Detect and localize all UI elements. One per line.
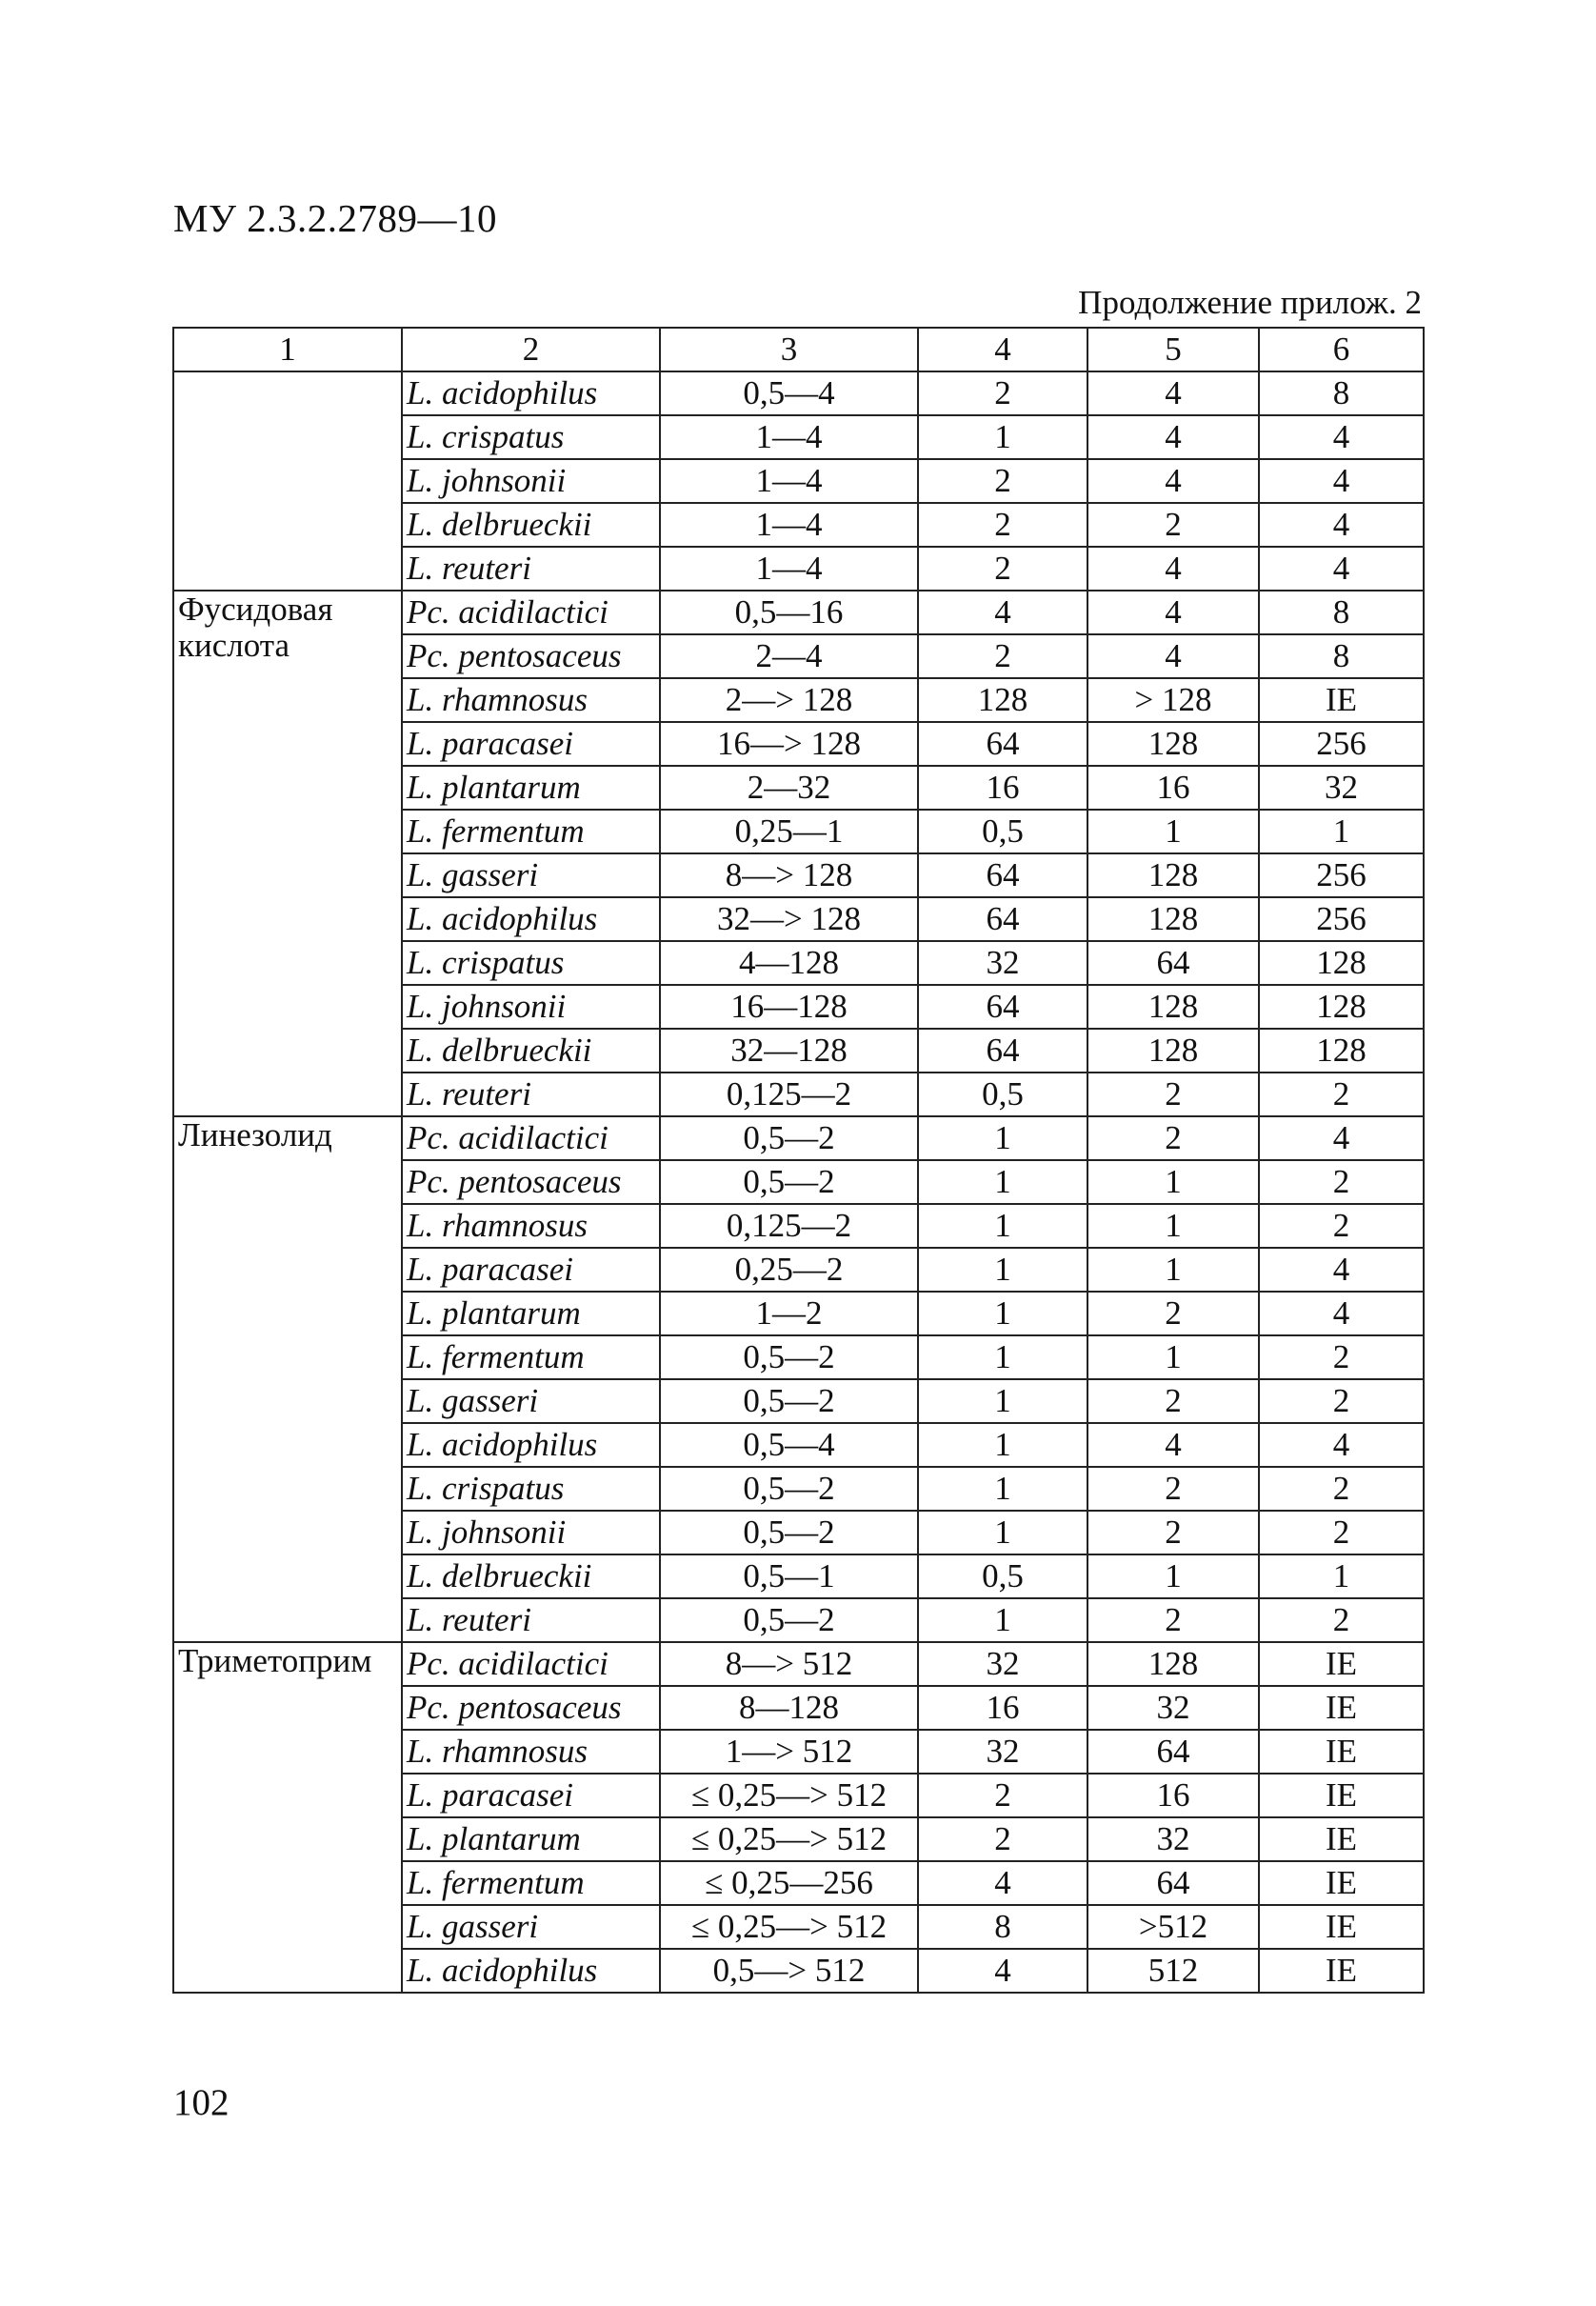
organism-cell: Pc. acidilactici bbox=[402, 1642, 660, 1686]
table-header-row bbox=[173, 328, 1424, 371]
organism-cell: L. reuteri bbox=[402, 1598, 660, 1642]
organism-cell: Pc. pentosaceus bbox=[402, 1686, 660, 1730]
column-header: 1 bbox=[173, 328, 402, 371]
value-cell: 256 bbox=[1259, 722, 1424, 766]
organism-cell: L. crispatus bbox=[402, 941, 660, 985]
organism-cell: L. rhamnosus bbox=[402, 678, 660, 722]
range-cell: 1—> 512 bbox=[660, 1730, 918, 1774]
value-cell: 128 bbox=[1087, 985, 1259, 1029]
value-cell: 1 bbox=[1259, 810, 1424, 853]
value-cell: 4 bbox=[918, 1861, 1087, 1905]
value-cell: 128 bbox=[1259, 1029, 1424, 1073]
antibiotic-table bbox=[172, 327, 1425, 1994]
range-cell: 0,5—2 bbox=[660, 1335, 918, 1379]
organism-cell: L. plantarum bbox=[402, 1817, 660, 1861]
value-cell: 2 bbox=[918, 547, 1087, 591]
organism-cell: L. johnsonii bbox=[402, 985, 660, 1029]
organism-cell: L. delbrueckii bbox=[402, 1554, 660, 1598]
range-cell: 4—128 bbox=[660, 941, 918, 985]
range-cell: 0,5—2 bbox=[660, 1511, 918, 1554]
organism-cell: L. delbrueckii bbox=[402, 503, 660, 547]
range-cell: 0,125—2 bbox=[660, 1073, 918, 1116]
organism-cell: Pc. acidilactici bbox=[402, 591, 660, 634]
range-cell: 8—> 128 bbox=[660, 853, 918, 897]
organism-cell: L. johnsonii bbox=[402, 459, 660, 503]
value-cell: 128 bbox=[918, 678, 1087, 722]
value-cell: 32 bbox=[918, 1730, 1087, 1774]
value-cell: 2 bbox=[918, 1774, 1087, 1817]
value-cell: 0,5 bbox=[918, 810, 1087, 853]
organism-cell: L. gasseri bbox=[402, 853, 660, 897]
organism-cell: L. fermentum bbox=[402, 810, 660, 853]
value-cell: 4 bbox=[1259, 1292, 1424, 1335]
value-cell: 0,5 bbox=[918, 1554, 1087, 1598]
document-id: МУ 2.3.2.2789—10 bbox=[173, 196, 497, 240]
value-cell: 2 bbox=[1259, 1511, 1424, 1554]
organism-cell: L. plantarum bbox=[402, 766, 660, 810]
column-header: 6 bbox=[1259, 328, 1424, 371]
range-cell: ≤ 0,25—256 bbox=[660, 1861, 918, 1905]
range-cell: 32—> 128 bbox=[660, 897, 918, 941]
antibiotic-name bbox=[173, 371, 402, 591]
organism-cell: L. plantarum bbox=[402, 1292, 660, 1335]
value-cell: 2 bbox=[1087, 1467, 1259, 1511]
organism-cell: L. johnsonii bbox=[402, 1511, 660, 1554]
value-cell: 128 bbox=[1259, 941, 1424, 985]
value-cell: 1 bbox=[1087, 1160, 1259, 1204]
value-cell: 2 bbox=[1087, 1073, 1259, 1116]
value-cell: 1 bbox=[1087, 1248, 1259, 1292]
value-cell: 1 bbox=[1087, 1554, 1259, 1598]
value-cell: 1 bbox=[918, 1204, 1087, 1248]
value-cell: 128 bbox=[1087, 722, 1259, 766]
range-cell: 2—32 bbox=[660, 766, 918, 810]
value-cell: IE bbox=[1259, 1949, 1424, 1993]
value-cell: 2 bbox=[918, 634, 1087, 678]
organism-cell: L. acidophilus bbox=[402, 1949, 660, 1993]
page-number: 102 bbox=[173, 2082, 229, 2123]
value-cell: 2 bbox=[1259, 1160, 1424, 1204]
organism-cell: L. paracasei bbox=[402, 722, 660, 766]
value-cell: 2 bbox=[1087, 1511, 1259, 1554]
range-cell: 0,5—16 bbox=[660, 591, 918, 634]
value-cell: 2 bbox=[1087, 503, 1259, 547]
value-cell: 1 bbox=[918, 1160, 1087, 1204]
value-cell: 64 bbox=[918, 985, 1087, 1029]
value-cell: 2 bbox=[1259, 1073, 1424, 1116]
value-cell: 16 bbox=[918, 1686, 1087, 1730]
range-cell: 16—128 bbox=[660, 985, 918, 1029]
table-row bbox=[173, 1642, 1424, 1686]
value-cell: 64 bbox=[918, 897, 1087, 941]
range-cell: 8—128 bbox=[660, 1686, 918, 1730]
organism-cell: L. reuteri bbox=[402, 1073, 660, 1116]
value-cell: 4 bbox=[918, 1949, 1087, 1993]
organism-cell: Pc. pentosaceus bbox=[402, 634, 660, 678]
range-cell: 0,125—2 bbox=[660, 1204, 918, 1248]
value-cell: 1 bbox=[1087, 1204, 1259, 1248]
range-cell: 2—> 128 bbox=[660, 678, 918, 722]
table-row bbox=[173, 371, 1424, 415]
value-cell: 1 bbox=[918, 1116, 1087, 1160]
organism-cell: L. acidophilus bbox=[402, 371, 660, 415]
organism-cell: L. rhamnosus bbox=[402, 1730, 660, 1774]
value-cell: 2 bbox=[1259, 1204, 1424, 1248]
value-cell: 128 bbox=[1087, 1642, 1259, 1686]
organism-cell: L. paracasei bbox=[402, 1774, 660, 1817]
antibiotic-name: Триметоприм bbox=[173, 1642, 402, 1993]
value-cell: 2 bbox=[918, 1817, 1087, 1861]
value-cell: 2 bbox=[1087, 1379, 1259, 1423]
value-cell: 1 bbox=[918, 1248, 1087, 1292]
range-cell: 1—4 bbox=[660, 547, 918, 591]
organism-cell: L. gasseri bbox=[402, 1905, 660, 1949]
value-cell: 4 bbox=[1259, 1116, 1424, 1160]
value-cell: 2 bbox=[1259, 1335, 1424, 1379]
value-cell: 2 bbox=[918, 459, 1087, 503]
value-cell: 1 bbox=[918, 1511, 1087, 1554]
value-cell: 4 bbox=[1259, 547, 1424, 591]
organism-cell: L. acidophilus bbox=[402, 897, 660, 941]
value-cell: 32 bbox=[1087, 1817, 1259, 1861]
value-cell: 512 bbox=[1087, 1949, 1259, 1993]
value-cell: IE bbox=[1259, 1861, 1424, 1905]
value-cell: 4 bbox=[1259, 1248, 1424, 1292]
value-cell: 64 bbox=[918, 853, 1087, 897]
value-cell: 64 bbox=[918, 1029, 1087, 1073]
value-cell: IE bbox=[1259, 1817, 1424, 1861]
value-cell: 1 bbox=[918, 1379, 1087, 1423]
range-cell: 0,5—1 bbox=[660, 1554, 918, 1598]
value-cell: 4 bbox=[1087, 1423, 1259, 1467]
continuation-label: Продолжение прилож. 2 bbox=[1078, 284, 1422, 321]
range-cell: 1—4 bbox=[660, 415, 918, 459]
value-cell: IE bbox=[1259, 678, 1424, 722]
value-cell: 2 bbox=[918, 371, 1087, 415]
organism-cell: L. fermentum bbox=[402, 1861, 660, 1905]
value-cell: 4 bbox=[1259, 503, 1424, 547]
value-cell: 1 bbox=[918, 1598, 1087, 1642]
value-cell: 4 bbox=[1259, 459, 1424, 503]
value-cell: 4 bbox=[1087, 634, 1259, 678]
range-cell: 0,5—2 bbox=[660, 1598, 918, 1642]
value-cell: 2 bbox=[1087, 1116, 1259, 1160]
value-cell: 32 bbox=[1259, 766, 1424, 810]
value-cell: 32 bbox=[918, 1642, 1087, 1686]
range-cell: ≤ 0,25—> 512 bbox=[660, 1905, 918, 1949]
value-cell: 1 bbox=[918, 1335, 1087, 1379]
value-cell: 4 bbox=[918, 591, 1087, 634]
value-cell: 2 bbox=[918, 503, 1087, 547]
organism-cell: L. crispatus bbox=[402, 415, 660, 459]
range-cell: 0,5—2 bbox=[660, 1379, 918, 1423]
value-cell: 4 bbox=[1087, 591, 1259, 634]
table-body bbox=[173, 371, 1424, 1993]
value-cell: 0,5 bbox=[918, 1073, 1087, 1116]
range-cell: 0,5—2 bbox=[660, 1116, 918, 1160]
value-cell: 16 bbox=[1087, 1774, 1259, 1817]
range-cell: 0,5—4 bbox=[660, 371, 918, 415]
value-cell: IE bbox=[1259, 1686, 1424, 1730]
value-cell: 4 bbox=[1259, 415, 1424, 459]
value-cell: 4 bbox=[1259, 1423, 1424, 1467]
value-cell: IE bbox=[1259, 1905, 1424, 1949]
range-cell: 1—2 bbox=[660, 1292, 918, 1335]
value-cell: 32 bbox=[918, 941, 1087, 985]
column-header: 2 bbox=[402, 328, 660, 371]
value-cell: 2 bbox=[1259, 1379, 1424, 1423]
value-cell: IE bbox=[1259, 1774, 1424, 1817]
organism-cell: L. acidophilus bbox=[402, 1423, 660, 1467]
antibiotic-name: Фусидовая кислота bbox=[173, 591, 402, 1116]
value-cell: 128 bbox=[1087, 897, 1259, 941]
value-cell: 4 bbox=[1087, 459, 1259, 503]
value-cell: 64 bbox=[1087, 1730, 1259, 1774]
table-row bbox=[173, 591, 1424, 634]
value-cell: 2 bbox=[1259, 1467, 1424, 1511]
value-cell: 16 bbox=[1087, 766, 1259, 810]
value-cell: 2 bbox=[1087, 1292, 1259, 1335]
range-cell: 1—4 bbox=[660, 459, 918, 503]
range-cell: ≤ 0,25—> 512 bbox=[660, 1774, 918, 1817]
range-cell: 16—> 128 bbox=[660, 722, 918, 766]
organism-cell: L. delbrueckii bbox=[402, 1029, 660, 1073]
value-cell: 1 bbox=[918, 1423, 1087, 1467]
value-cell: 256 bbox=[1259, 853, 1424, 897]
range-cell: 32—128 bbox=[660, 1029, 918, 1073]
value-cell: 64 bbox=[918, 722, 1087, 766]
value-cell: 8 bbox=[1259, 591, 1424, 634]
table-row bbox=[173, 1116, 1424, 1160]
value-cell: IE bbox=[1259, 1642, 1424, 1686]
range-cell: 0,5—2 bbox=[660, 1467, 918, 1511]
range-cell: 0,25—1 bbox=[660, 810, 918, 853]
value-cell: 256 bbox=[1259, 897, 1424, 941]
column-header: 3 bbox=[660, 328, 918, 371]
value-cell: 1 bbox=[1087, 810, 1259, 853]
value-cell: >512 bbox=[1087, 1905, 1259, 1949]
value-cell: IE bbox=[1259, 1730, 1424, 1774]
organism-cell: L. crispatus bbox=[402, 1467, 660, 1511]
organism-cell: L. paracasei bbox=[402, 1248, 660, 1292]
value-cell: 16 bbox=[918, 766, 1087, 810]
value-cell: 4 bbox=[1087, 371, 1259, 415]
column-header: 4 bbox=[918, 328, 1087, 371]
value-cell: 8 bbox=[1259, 634, 1424, 678]
range-cell: ≤ 0,25—> 512 bbox=[660, 1817, 918, 1861]
value-cell: 8 bbox=[1259, 371, 1424, 415]
organism-cell: L. reuteri bbox=[402, 547, 660, 591]
value-cell: 1 bbox=[918, 415, 1087, 459]
range-cell: 2—4 bbox=[660, 634, 918, 678]
antibiotic-name: Линезолид bbox=[173, 1116, 402, 1642]
organism-cell: Pc. acidilactici bbox=[402, 1116, 660, 1160]
value-cell: 128 bbox=[1259, 985, 1424, 1029]
value-cell: 4 bbox=[1087, 547, 1259, 591]
range-cell: 0,25—2 bbox=[660, 1248, 918, 1292]
value-cell: 8 bbox=[918, 1905, 1087, 1949]
value-cell: 1 bbox=[1087, 1335, 1259, 1379]
range-cell: 0,5—> 512 bbox=[660, 1949, 918, 1993]
value-cell: 2 bbox=[1259, 1598, 1424, 1642]
value-cell: 2 bbox=[1087, 1598, 1259, 1642]
value-cell: 1 bbox=[918, 1292, 1087, 1335]
range-cell: 0,5—4 bbox=[660, 1423, 918, 1467]
organism-cell: Pc. pentosaceus bbox=[402, 1160, 660, 1204]
range-cell: 8—> 512 bbox=[660, 1642, 918, 1686]
value-cell: 4 bbox=[1087, 415, 1259, 459]
organism-cell: L. rhamnosus bbox=[402, 1204, 660, 1248]
value-cell: 32 bbox=[1087, 1686, 1259, 1730]
range-cell: 1—4 bbox=[660, 503, 918, 547]
range-cell: 0,5—2 bbox=[660, 1160, 918, 1204]
organism-cell: L. gasseri bbox=[402, 1379, 660, 1423]
value-cell: 1 bbox=[918, 1467, 1087, 1511]
value-cell: 64 bbox=[1087, 1861, 1259, 1905]
value-cell: 64 bbox=[1087, 941, 1259, 985]
organism-cell: L. fermentum bbox=[402, 1335, 660, 1379]
value-cell: 128 bbox=[1087, 1029, 1259, 1073]
value-cell: 1 bbox=[1259, 1554, 1424, 1598]
value-cell: > 128 bbox=[1087, 678, 1259, 722]
value-cell: 128 bbox=[1087, 853, 1259, 897]
column-header: 5 bbox=[1087, 328, 1259, 371]
